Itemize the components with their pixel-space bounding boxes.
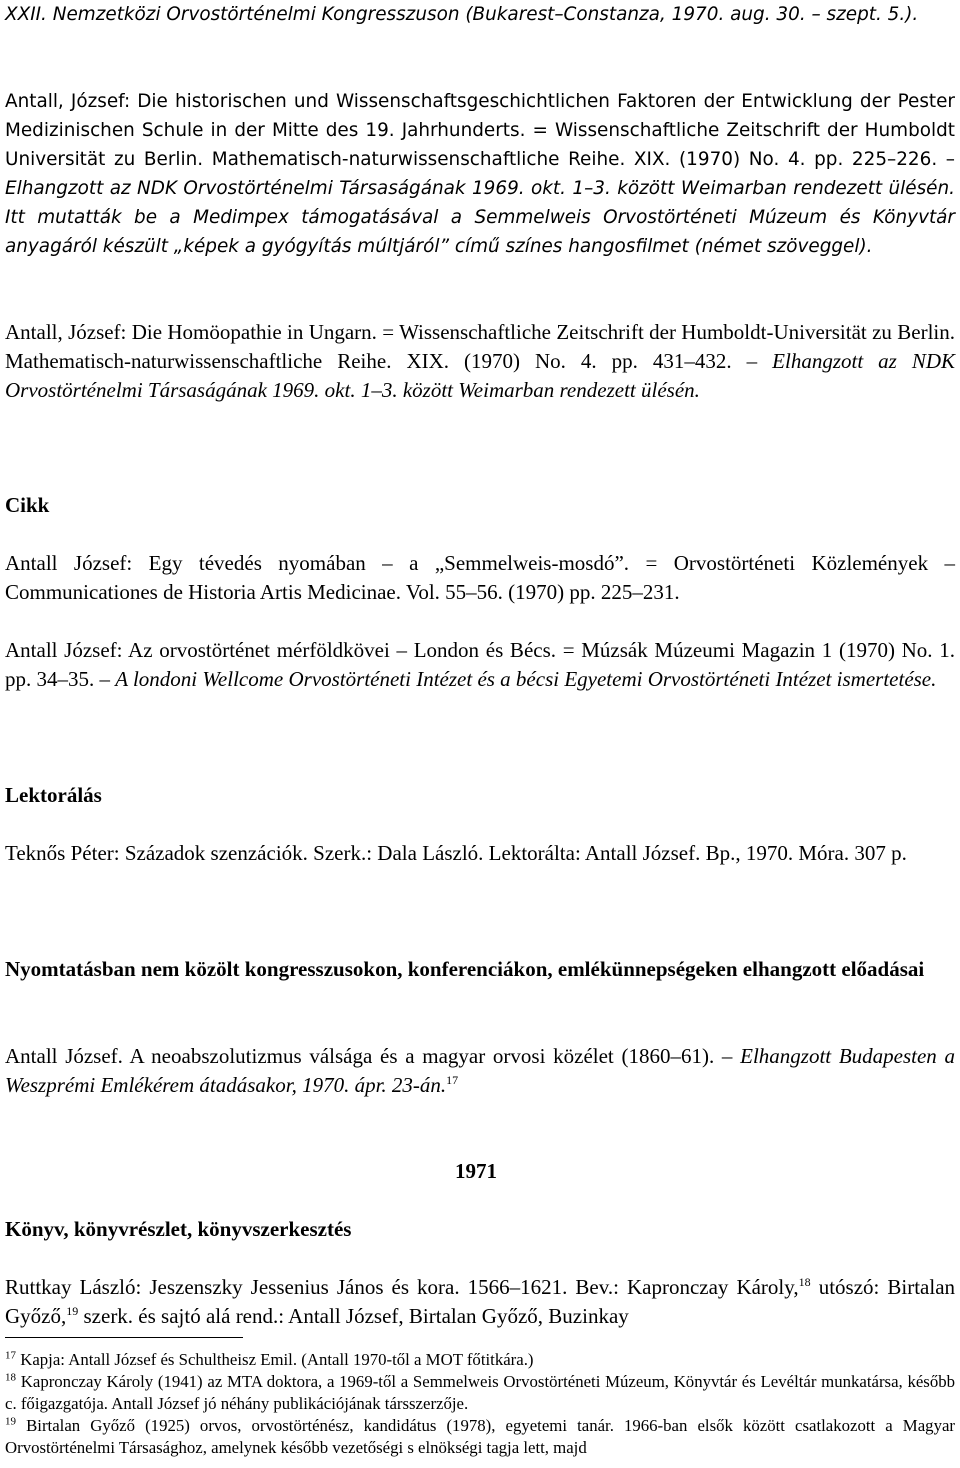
footnote-separator xyxy=(5,1337,243,1338)
annotation-text: A londoni Wellcome Orvostörténeti Intézet és a bécsi Egyetemi Orvostörténeti Intézet ismertetése. xyxy=(115,667,937,691)
footnote-ref-19[interactable]: 19 xyxy=(66,1304,79,1318)
citation-text: Teknős Péter: Századok szenzációk. Szerk.: Dala László. Lektorálta: Antall József. Bp., 1970. Móra. 307 p. xyxy=(5,841,907,865)
footnote-text: Birtalan Győző (1925) orvos, orvostörténész, kandidátus (1978), egyetemi tanár. 1966-ban elsők között csatlakozott a Magyar Orvostörténelmi Társasághoz, amelynek később vezetőségi s elnökségi tagja lett, majd xyxy=(5,1416,955,1457)
citation-text: Antall, József: Die historischen und Wissenschaftsgeschichtlichen Faktoren der Entwicklung der Pester Medizinischen Schule in der Mitte des 19. Jahrhunderts. = Wissenschaftliche Zeitschrift der Humboldt Universität zu Berlin. Mathematisch-naturwissenschaftliche Reihe. XIX. (1970) No. 4. pp. 225–226. – xyxy=(5,91,955,170)
entry-semmelweis-mosdo xyxy=(5,549,955,607)
footnote-text: Kapja: Antall József és Schultheisz Emil. (Antall 1970-től a MOT főtitkára.) xyxy=(20,1350,534,1369)
year-heading: 1971 xyxy=(455,1159,497,1183)
entry-homoopathie xyxy=(5,318,955,405)
footnote-ref-17[interactable]: 17 xyxy=(446,1073,459,1087)
entry-merfoldkovei xyxy=(5,636,955,694)
heading-cikk: Cikk xyxy=(5,493,50,517)
annotation-text: Elhangzott az NDK Orvostörténelmi Társaságának 1969. okt. 1–3. között Weimarban rendezett ülésén. Itt mutatták be a Medimpex támogatásával a Semmelweis Orvostörténeti Múzeum és Könyvtár anyagáról készült „képek a gyógyítás múltjáról” című színes hangosfilmet (német szöveggel). xyxy=(5,178,955,257)
footnote-text: Kapronczay Károly (1941) az MTA doktora, a 1969-től a Semmelweis Orvostörténeti Múzeum, Könyvtár és Levéltár munkatársa, később c. főigazgatója. Antall József jó néhány publikációjának társszerzője. xyxy=(5,1372,955,1413)
citation-text: Antall József: Az orvostörténet mérföldkövei – London és Bécs. = Múzsák Múzeumi Magazin 1 (1970) No. 1. pp. 34–35. – xyxy=(5,638,955,691)
citation-text-3: szerk. és sajtó alá rend.: Antall József, Birtalan Győző, Buzinkay xyxy=(83,1304,629,1328)
entry-jessenius xyxy=(5,1273,955,1331)
heading-konyv: Könyv, könyvrészlet, könyvszerkesztés xyxy=(5,1217,352,1241)
entry-szazadok-szenzaciok xyxy=(5,839,955,868)
citation-text-2: utószó: Birtalan Győző, xyxy=(5,1275,956,1328)
footnote-number: 19 xyxy=(5,1415,16,1428)
footnote-18 xyxy=(5,1371,955,1415)
entry-congress-line xyxy=(5,0,955,29)
citation-text: Ruttkay László: Jeszenszky Jessenius János és kora. 1566–1621. Bev.: Kapronczay Károly, xyxy=(5,1275,799,1299)
entry-pester-medical-school xyxy=(5,87,955,261)
citation-text: Antall József. A neoabszolutizmus válsága és a magyar orvosi közélet (1860–61). – xyxy=(5,1044,733,1068)
footnote-ref-18[interactable]: 18 xyxy=(798,1275,811,1289)
entry-text: XXII. Nemzetközi Orvostörténelmi Kongresszuson (Bukarest–Constanza, 1970. aug. 30. – szept. 5.). xyxy=(5,4,919,25)
citation-text: Antall, József: Die Homöopathie in Ungarn. = Wissenschaftliche Zeitschrift der Humboldt-Universität zu Berlin. Mathematisch-naturwissenschaftliche Reihe. XIX. (1970) No. 4. pp. 431–432. – xyxy=(5,320,955,373)
footnote-17 xyxy=(5,1349,955,1371)
entry-neoabszolutizmus xyxy=(5,1042,955,1100)
heading-lektoralas: Lektorálás xyxy=(5,783,102,807)
annotation-text: Elhangzott az NDK Orvostörténelmi Társaságának 1969. okt. 1–3. között Weimarban rendezett ülésén. xyxy=(5,349,956,402)
annotation-text: Elhangzott Budapesten a Weszprémi Emlékérem átadásakor, 1970. ápr. 23-án. xyxy=(5,1044,956,1097)
footnote-19 xyxy=(5,1415,955,1459)
footnote-number: 18 xyxy=(5,1371,16,1384)
footnote-number: 17 xyxy=(5,1349,16,1362)
heading-nyomtatasban: Nyomtatásban nem közölt kongresszusokon, konferenciákon, emlékünnepségeken elhangzott előadásai xyxy=(5,957,925,981)
citation-text: Antall József: Egy tévedés nyomában – a „Semmelweis-mosdó”. = Orvostörténeti Közlemények – Communicationes de Historia Artis Medicinae. Vol. 55–56. (1970) pp. 225–231. xyxy=(5,551,955,604)
